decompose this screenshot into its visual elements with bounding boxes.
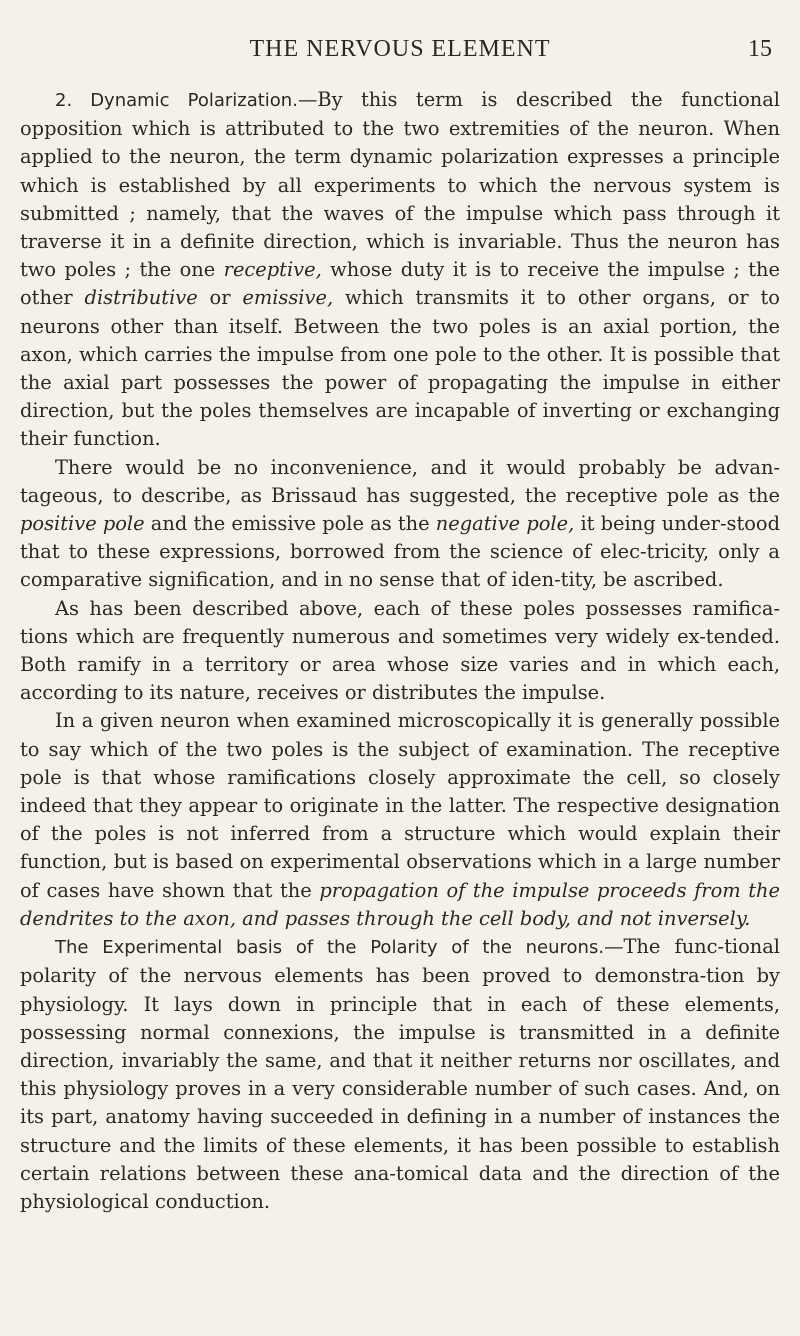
- emphasis-propagation: propagation of the impulse proceeds from the dendrites to the axon, and passes through the cell body, and not inversely.: [20, 878, 780, 930]
- text-run: which transmits it to other organs, or to neurons other than itself. Between the two poles is an axial portion, the axon, which carries the impulse from one pole to the other. It is possible that the axial part possesses the power of propagating the impulse in either direction, but the poles themselves are incapable of inverting or exchanging their function.: [20, 286, 780, 451]
- paragraph-ramifications: [20, 595, 780, 708]
- text-run: As has been described above, each of these poles possesses ramifica-tions which are frequently numerous and sometimes very widely ex-tended. Both ramify in a territory or area whose size varies and in which each, according to its nature, receives or distributes the impulse.: [20, 596, 780, 705]
- emphasis-distributive: distributive: [84, 286, 198, 310]
- emphasis-positive-pole: positive pole: [20, 512, 145, 536]
- text-run: —The func-tional polarity of the nervous elements has been proved to demonstra-tion by physiology. It lays down in principle that in each of these elements, possessing normal connexions, the impulse is transmitted in a definite direction, invariably the same, and that it neither returns nor oscillates, and this physiology proves in a very considerable number of such cases. And, on its part, anatomy having succeeded in defining in a number of instances the structure and the limits of these elements, it has been possible to establish certain relations between these ana-tomical data and the direction of the physiological conduction.: [20, 935, 780, 1213]
- text-run: and the emissive pole as the: [144, 512, 436, 536]
- running-title: THE NERVOUS ELEMENT: [249, 36, 551, 62]
- emphasis-negative-pole: negative pole,: [435, 512, 575, 536]
- paragraph-positive-negative-poles: [20, 454, 780, 595]
- section-lead-dynamic-polarization: 2. Dynamic Polarization.: [55, 90, 298, 111]
- body-text: [20, 86, 780, 1216]
- paragraph-microscopic-examination: [20, 707, 780, 933]
- section-lead-experimental-basis: The Experimental basis of the Polarity of the neurons.: [55, 937, 605, 959]
- text-run: whose duty it is to receive the impulse ; the other: [20, 258, 780, 310]
- paragraph-experimental-basis: [20, 933, 780, 1216]
- page-number: 15: [748, 36, 772, 62]
- text-run: or: [197, 286, 243, 310]
- text-run: —By this term is described the functional opposition which is attributed to the two extremities of the neuron. When applied to the neuron, the term dynamic polarization expresses a principle which is established by all experiments to which the nervous system is submitted ; namely, that the waves of the impulse which pass through it traverse it in a definite direction, which is invariable. Thus the neuron has two poles ; the one: [20, 88, 781, 282]
- text-run: it being under-stood that to these expressions, borrowed from the science of elec-tricity, only a comparative signification, and in no sense that of iden-tity, be ascribed.: [20, 512, 781, 592]
- text-run: In a given neuron when examined microscopically it is generally possible to say which of the two poles is the subject of examination. The receptive pole is that whose ramifications closely approximate the cell, so closely indeed that they appear to originate in the latter. The respective designation of the poles is not inferred from a structure which would explain their function, but is based on experimental observations which in a large number of cases have shown that the: [20, 709, 780, 902]
- text-run: There would be no inconvenience, and it would probably be advan-tageous, to describe, as Brissaud has suggested, the receptive pole as the: [20, 455, 780, 507]
- emphasis-emissive: emissive,: [242, 286, 334, 310]
- emphasis-receptive: receptive,: [223, 258, 322, 282]
- running-header: [0, 36, 800, 72]
- paragraph-dynamic-polarization: [20, 86, 780, 454]
